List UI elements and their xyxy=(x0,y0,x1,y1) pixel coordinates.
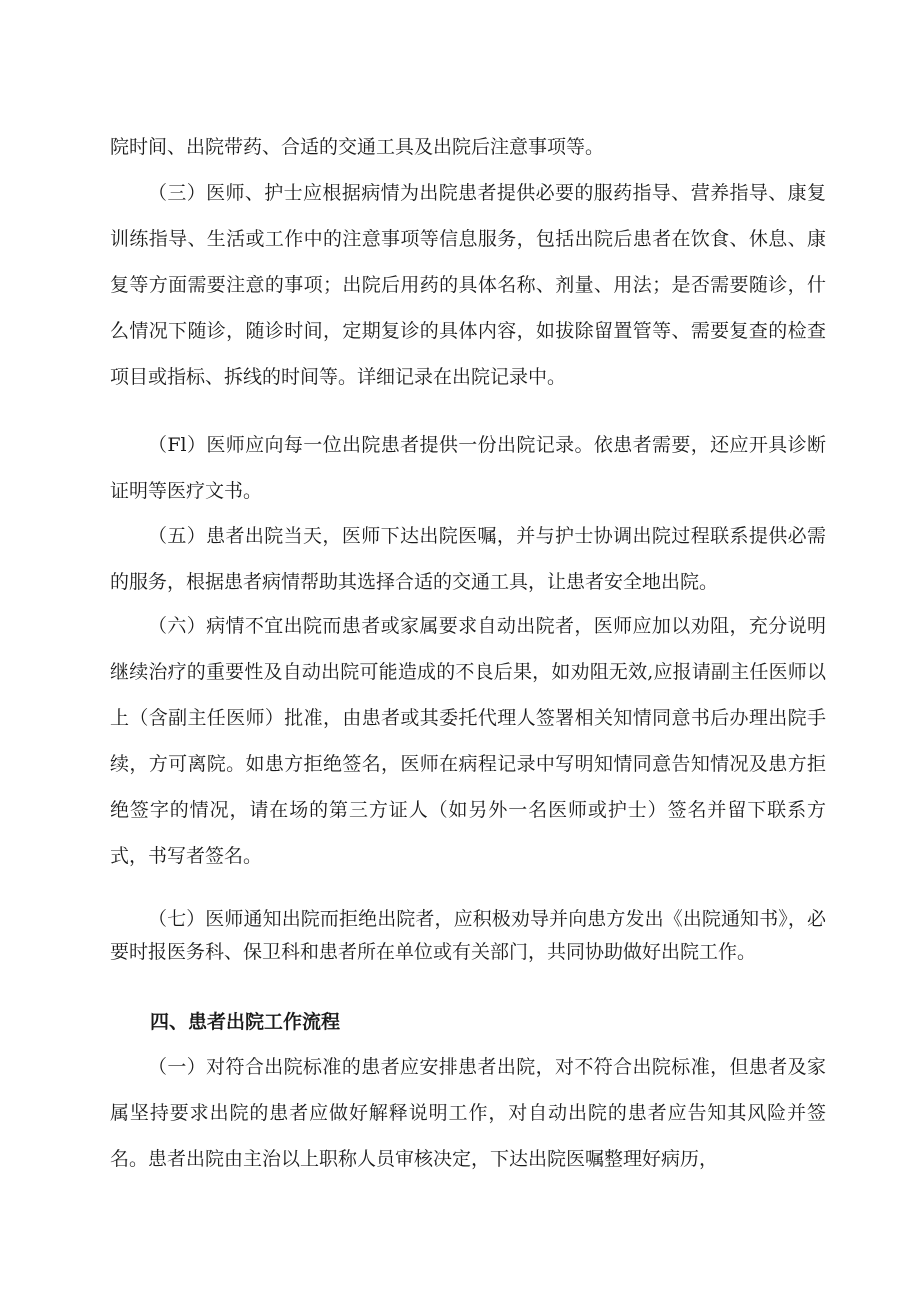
paragraph-continued: 院时间、出院带药、合适的交通工具及出院后注意事项等。 xyxy=(110,136,605,158)
paragraph-item-4: （Fl）医师应向每一位出院患者提供一份出院记录。依患者需要，还应开具诊断证明等医疗文书。 xyxy=(110,434,826,502)
section-heading: 四、患者出院工作流程 xyxy=(150,1011,341,1033)
paragraph-item-6: （六）病情不宜出院而患者或家属要求自动出院者，医师应加以劝阻，充分说明继续治疗的重要性及自动出院可能造成的不良后果，如劝阻无效,应报请副主任医师以上（含副主任医师）批准，由患者或其委托代理人签署相关知情同意书后办理出院手续，方可离院。如患方拒绝签名，医师在病程记录中写明知情同意告知情况及患方拒绝签字的情况，请在场的第三方证人（如另外一名医师或护士）签名并留下联系方式，书写者签名。 xyxy=(110,615,826,867)
paragraph-step-1: （一）对符合出院标准的患者应安排患者出院，对不符合出院标准，但患者及家属坚持要求出院的患者应做好解释说明工作，对自动出院的患者应告知其风险并签名。患者出院由主治以上职称人员审核决定，下达出院医嘱整理好病历， xyxy=(110,1056,826,1170)
paragraph-item-7: （七）医师通知出院而拒绝出院者，应积极劝导并向患方发出《出院通知书》，必要时报医务科、保卫科和患者所在单位或有关部门，共同协助做好出院工作。 xyxy=(110,908,826,963)
paragraph-item-3: （三）医师、护士应根据病情为出院患者提供必要的服药指导、营养指导、康复训练指导、生活或工作中的注意事项等信息服务，包括出院后患者在饮食、休息、康复等方面需要注意的事项；出院后用药的具体名称、剂量、用法；是否需要随诊，什么情况下随诊，随诊时间，定期复诊的具体内容，如拔除留置管等、需要复查的检查项目或指标、拆线的时间等。详细记录在出院记录中。 xyxy=(110,182,826,388)
paragraph-item-5: （五）患者出院当天，医师下达出院医嘱，并与护士协调出院过程联系提供必需的服务，根据患者病情帮助其选择合适的交通工具，让患者安全地出院。 xyxy=(110,525,826,593)
